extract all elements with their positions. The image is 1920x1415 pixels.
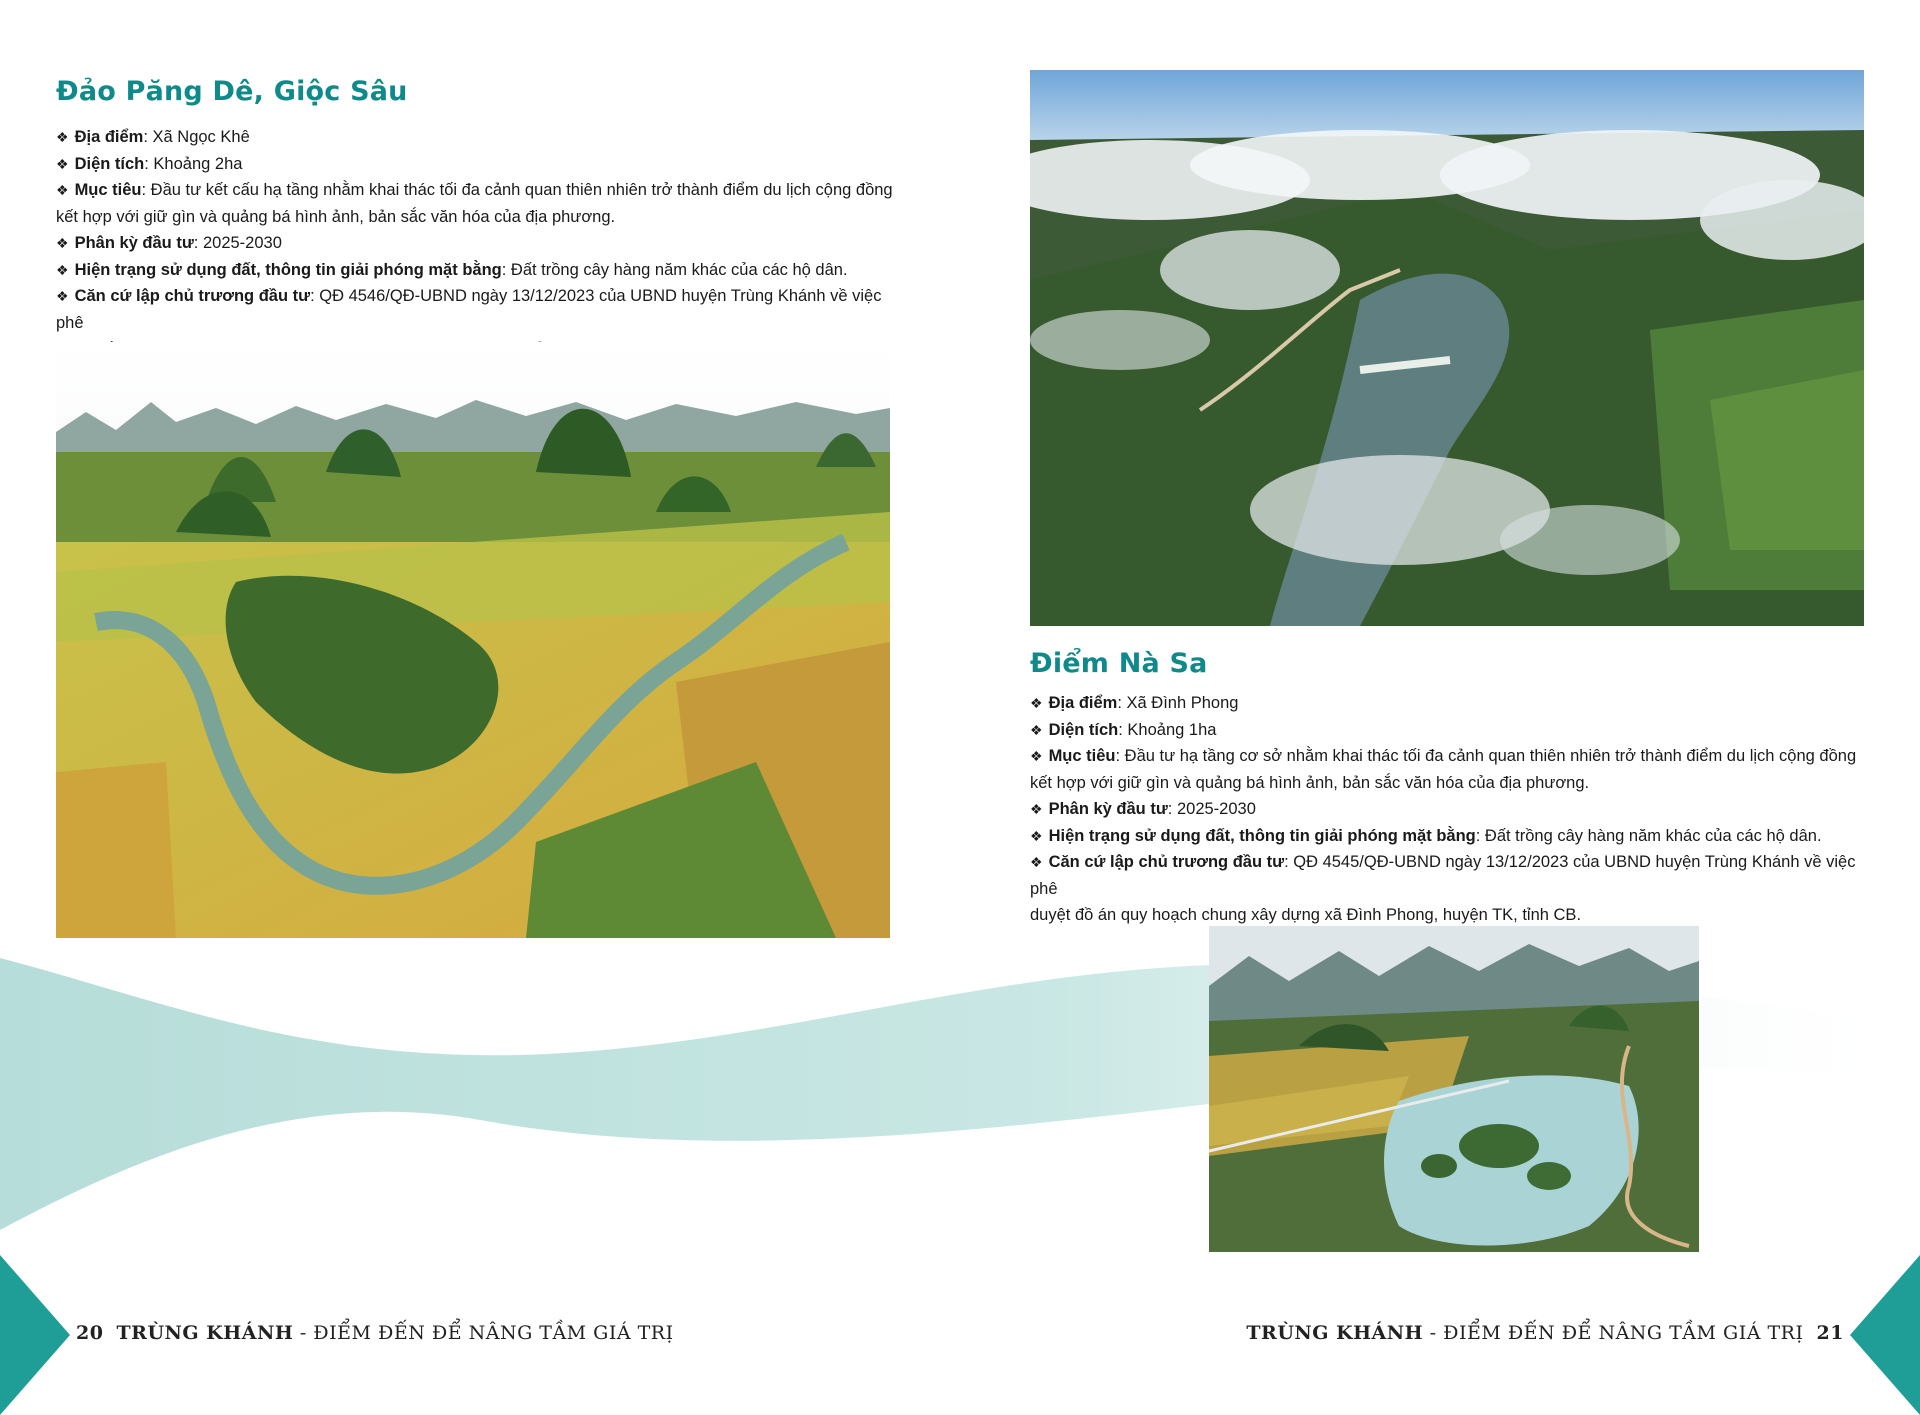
list-item: ❖ Mục tiêu: Đầu tư hạ tầng cơ sở nhằm khai thác tối đa cảnh quan thiên nhiên trở thành điểm du lịch cộng đồng [1030, 747, 1857, 765]
right-footer [1246, 1322, 1844, 1344]
footer-tagline: - ĐIỂM ĐẾN ĐỂ NÂNG TẦM GIÁ TRỊ [1423, 1322, 1804, 1344]
diamond-bullet-icon: ❖ [56, 235, 69, 251]
list-item: ❖ Căn cứ lập chủ trương đầu tư: QĐ 4546/QĐ-UBND ngày 13/12/2023 của UBND huyện Trùng Khánh về việc phê [56, 287, 882, 332]
footer-brand: TRÙNG KHÁNH [116, 1322, 294, 1344]
list-item-continuation: duyệt đồ án quy hoạch chung xây dựng xã Đình Phong, huyện TK, tỉnh CB. [1030, 906, 1582, 924]
diamond-bullet-icon: ❖ [1030, 721, 1043, 738]
list-item: ❖ Phân kỳ đầu tư: 2025-2030 [1030, 800, 1256, 818]
right-corner-triangle [1850, 1255, 1920, 1415]
diamond-bullet-icon: ❖ [1030, 695, 1043, 711]
photo-na-sa-river [1209, 926, 1699, 1252]
list-item: ❖ Hiện trạng sử dụng đất, thông tin giải phóng mặt bằng: Đất trồng cây hàng năm khác của các hộ dân. [56, 260, 848, 279]
page-number-left: 20 [76, 1322, 104, 1344]
list-item-continuation: kết hợp với giữ gìn và quảng bá hình ảnh, bản sắc văn hóa của địa phương. [1030, 773, 1590, 792]
list-item: ❖ Địa điểm: Xã Đình Phong [1030, 694, 1239, 712]
photo-pang-de-valley [56, 342, 890, 938]
footer-brand: TRÙNG KHÁNH [1246, 1322, 1424, 1344]
left-corner-triangle [0, 1255, 70, 1415]
diamond-bullet-icon: ❖ [56, 261, 69, 278]
footer-tagline: - ĐIỂM ĐẾN ĐỂ NÂNG TẦM GIÁ TRỊ [293, 1322, 674, 1344]
list-item: ❖ Diện tích: Khoảng 2ha [56, 154, 243, 173]
diamond-bullet-icon: ❖ [1030, 748, 1043, 764]
diamond-bullet-icon: ❖ [56, 182, 69, 198]
list-item: ❖ Mục tiêu: Đầu tư kết cấu hạ tầng nhằm khai thác tối đa cảnh quan thiên nhiên trở thành điểm du lịch cộng đồng [56, 181, 893, 199]
page-number-right: 21 [1816, 1322, 1844, 1344]
list-item: ❖ Diện tích: Khoảng 1ha [1030, 720, 1217, 739]
diamond-bullet-icon: ❖ [56, 288, 69, 304]
diamond-bullet-icon: ❖ [1030, 801, 1043, 817]
list-item-continuation: kết hợp với giữ gìn và quảng bá hình ảnh, bản sắc văn hóa của địa phương. [56, 207, 616, 226]
diamond-bullet-icon: ❖ [1030, 854, 1043, 870]
diamond-bullet-icon: ❖ [56, 155, 69, 172]
list-item: ❖ Hiện trạng sử dụng đất, thông tin giải phóng mặt bằng: Đất trồng cây hàng năm khác của các hộ dân. [1030, 826, 1822, 845]
right-info-list [1030, 690, 1870, 929]
diamond-bullet-icon: ❖ [56, 129, 69, 145]
left-info-list [56, 124, 896, 363]
list-item: ❖ Địa điểm: Xã Ngọc Khê [56, 128, 250, 146]
right-section-title: Điểm Nà Sa [1030, 648, 1208, 679]
left-section-title: Đảo Păng Dê, Giộc Sâu [56, 76, 408, 107]
photo-na-sa-aerial-clouds [1030, 70, 1864, 626]
diamond-bullet-icon: ❖ [1030, 827, 1043, 844]
list-item: ❖ Căn cứ lập chủ trương đầu tư: QĐ 4545/QĐ-UBND ngày 13/12/2023 của UBND huyện Trùng Khánh về việc phê [1030, 853, 1856, 898]
list-item: ❖ Phân kỳ đầu tư: 2025-2030 [56, 234, 282, 252]
left-footer [76, 1322, 674, 1344]
